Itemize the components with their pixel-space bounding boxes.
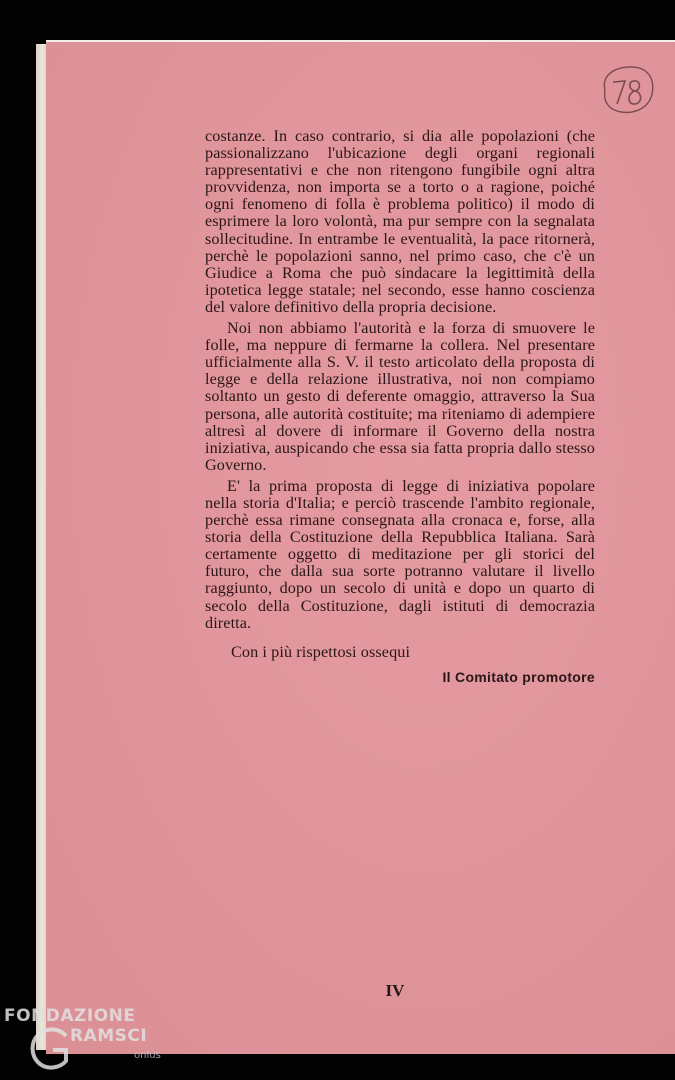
watermark-line-1: FONDAZIONE bbox=[4, 1006, 136, 1026]
paragraph-1: costanze. In caso contrario, si dia alle popolazioni (che passionalizzano l'ubicazione degli organi regionali rappresentativi e che non ritengono fungibile ogni altra provvidenza, non importa se a torto o a ragione, poiché ogni fenomeno di folla è problema politico) il modo di esprimere la loro volontà, ma pur sempre con la segnalata sollecitudine. In entrambe le eventualità, la pace ritornerà, perchè le popolazioni sanno, nel primo caso, che c'è un Giudice a Roma che può sindacare la legittimità della ipotetica legge statale; nel secondo, esse hanno coscienza del valore definitivo della propria decisione. bbox=[205, 127, 595, 316]
fondazione-gramsci-watermark bbox=[4, 1006, 174, 1078]
watermark-line-2: RAMSCI bbox=[70, 1026, 148, 1046]
signature: Il Comitato promotore bbox=[442, 668, 595, 685]
paragraph-3: E' la prima proposta di legge di iniziativa popolare nella storia d'Italia; e perciò trascende l'ambito regionale, perchè essa rimane consegnata alla cronaca e, forse, alla storia della Costituzione della Repubblica Italiana. Sarà certamente oggetto di meditazione per gli storici del futuro, che dalla sua sorte potranno valutare il livello raggiunto, dopo un secolo di unità e dopo un quarto di secolo della Costituzione, dagli istituti di democrazia diretta. bbox=[205, 476, 595, 632]
closing-salutation: Con i più rispettosi ossequi bbox=[231, 642, 411, 661]
watermark-g-icon bbox=[28, 1024, 74, 1070]
page-number: IV bbox=[385, 981, 405, 1000]
archive-number-icon bbox=[595, 60, 659, 120]
watermark-line-3: onlus bbox=[134, 1050, 161, 1061]
paragraph-2: Noi non abbiamo l'autorità e la forza di smuovere le folle, ma neppure di fermarne la collera. Nel presentare ufficialmente alla S. V. il testo articolato della proposta di legge e della relazione illustrativa, noi non compiamo soltanto un gesto di deferente omaggio, attraverso la Sua persona, alle autorità costituite; ma riteniamo di adempiere altresì al dovere di informare il Governo della nostra iniziativa, auspicando che essa sia fatta propria dallo stesso Governo. bbox=[205, 319, 595, 474]
letter-body bbox=[205, 128, 595, 686]
